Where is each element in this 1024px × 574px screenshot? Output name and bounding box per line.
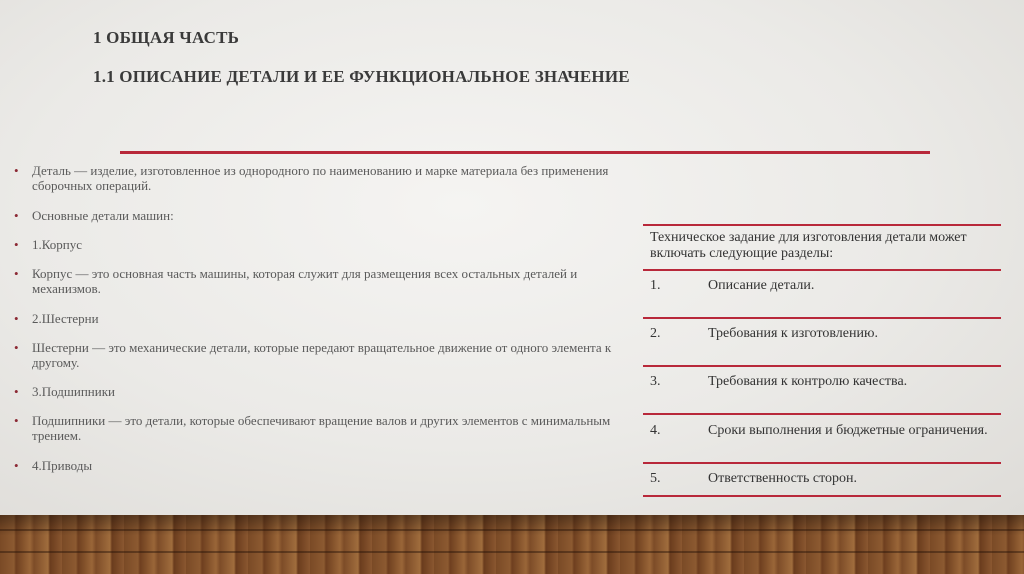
floor-seam <box>0 529 1024 531</box>
floor-seam <box>0 551 1024 553</box>
list-item <box>14 208 624 223</box>
bullet-icon: • <box>14 413 19 428</box>
list-item-text: Основные детали машин: <box>32 208 174 223</box>
list-item <box>14 163 624 193</box>
row-text: Требования к изготовлению. <box>708 326 878 341</box>
list-item <box>14 237 624 252</box>
bullet-icon: • <box>14 384 19 399</box>
list-item <box>14 266 624 296</box>
row-number: 4. <box>650 423 661 438</box>
row-number: 5. <box>650 471 661 486</box>
row-text: Описание детали. <box>708 278 815 293</box>
bullet-icon: • <box>14 266 19 281</box>
bullet-icon: • <box>14 340 19 355</box>
list-item-text: 2.Шестерни <box>32 311 99 326</box>
list-item-text: Корпус — это основная часть машины, которая служит для размещения всех остальных деталей и механизмов. <box>32 266 578 296</box>
bullet-icon: • <box>14 208 19 223</box>
table-rule <box>643 462 1001 464</box>
bullet-icon: • <box>14 458 19 473</box>
row-text: Ответственность сторон. <box>708 471 858 486</box>
table-row <box>650 326 995 342</box>
table-rule <box>643 224 1001 226</box>
parts-list <box>14 163 624 473</box>
row-number: 3. <box>650 374 661 389</box>
subsection-title: 1.1 ОПИСАНИЕ ДЕТАЛИ И ЕЕ ФУНКЦИОНАЛЬНОЕ ЗНАЧЕНИЕ <box>93 67 630 86</box>
list-item-text: 4.Приводы <box>32 458 93 473</box>
list-item <box>14 458 624 473</box>
list-item-text: 1.Корпус <box>32 237 83 252</box>
section-title: 1 ОБЩАЯ ЧАСТЬ <box>93 28 240 47</box>
table-rule <box>643 495 1001 497</box>
table-rule <box>643 317 1001 319</box>
table-row <box>650 423 995 439</box>
row-number: 2. <box>650 326 661 341</box>
table-row <box>650 471 995 487</box>
panel-heading: Техническое задание для изготовления детали может включать следующие разделы: <box>650 230 967 261</box>
list-item <box>14 340 624 370</box>
list-item-text: Шестерни — это механические детали, которые передают вращательное движение от одного элемента к другому. <box>32 340 612 370</box>
row-text: Сроки выполнения и бюджетные ограничения. <box>708 423 988 438</box>
title-divider <box>120 151 930 154</box>
list-item-text: 3.Подшипники <box>32 384 115 399</box>
wooden-floor-decoration <box>0 515 1024 574</box>
table-rule <box>643 413 1001 415</box>
bullet-icon: • <box>14 163 19 178</box>
list-item <box>14 311 624 326</box>
row-number: 1. <box>650 278 661 293</box>
list-item-text: Подшипники — это детали, которые обеспечивают вращение валов и других элементов с минимальным трением. <box>32 413 611 443</box>
bullet-icon: • <box>14 311 19 326</box>
list-item-text: Деталь — изделие, изготовленное из однородного по наименованию и марке материала без применения сборочных операций. <box>32 163 609 193</box>
list-item <box>14 384 624 399</box>
bullet-icon: • <box>14 237 19 252</box>
table-row <box>650 278 995 294</box>
table-rule <box>643 365 1001 367</box>
list-item <box>14 413 624 443</box>
table-rule <box>643 269 1001 271</box>
row-text: Требования к контролю качества. <box>708 374 908 389</box>
table-row <box>650 374 995 390</box>
